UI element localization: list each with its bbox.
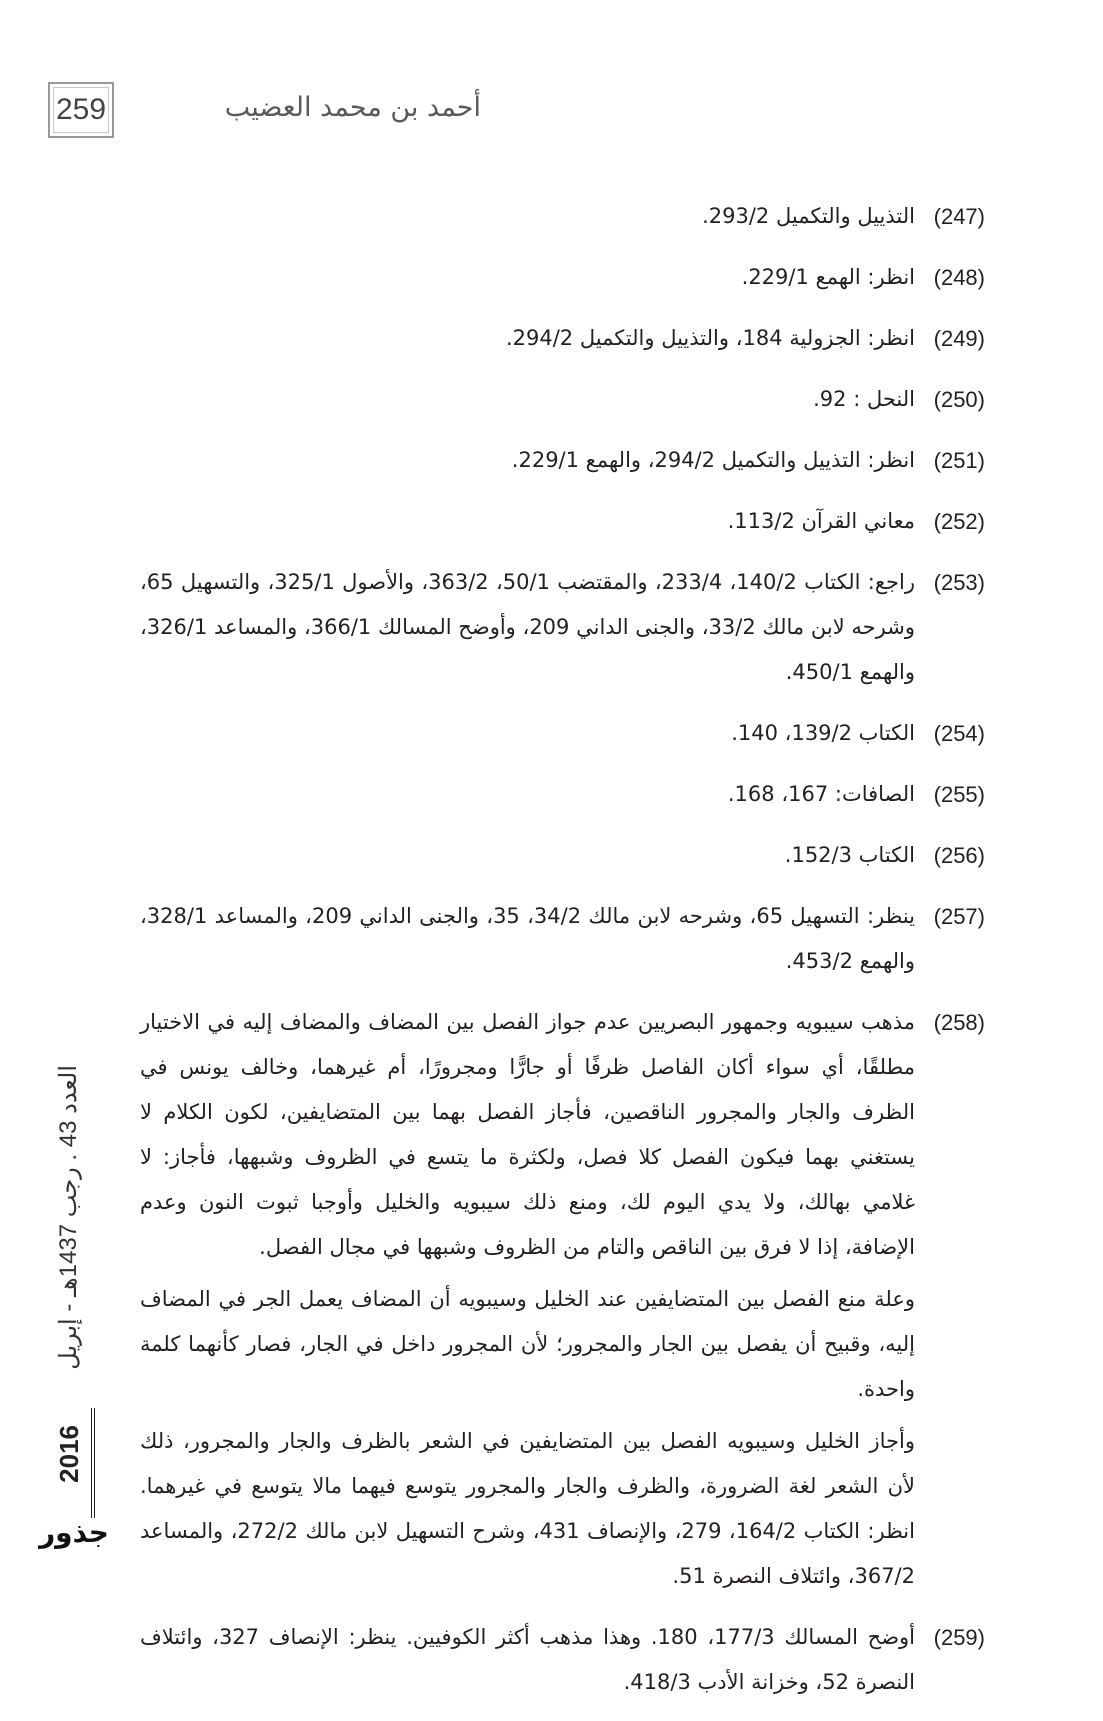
footnote [140, 255, 985, 307]
footnote-paragraph: انظر: الجزولية 184، والتذييل والتكميل 294/2. [505, 326, 915, 350]
footnote [140, 711, 985, 763]
footnote-body [140, 316, 915, 368]
footnote-number: (256) [933, 843, 985, 868]
footnote-number: (253) [933, 570, 985, 595]
footnote-paragraph: معاني القرآن 113/2. [727, 509, 915, 533]
footnote-paragraph: الكتاب 152/3. [784, 843, 915, 867]
footnote-paragraph: وعلة منع الفصل بين المتضايفين عند الخليل وسيبويه أن المضاف يعمل الجر في المضاف إليه، وقبيح أن يفصل بين الجار والمجرور؛ لأن المجرور داخل في الجار، فصار كأنهما كلمة واحدة. [140, 1287, 915, 1401]
footnote-number: (254) [933, 721, 985, 746]
footnote-paragraph: الكتاب 139/2، 140. [731, 721, 915, 745]
issue-year-strip [46, 1404, 92, 1504]
footnote-number: (251) [933, 448, 985, 473]
footnote [140, 560, 985, 702]
issue-info-strip [46, 1032, 92, 1402]
footnote-paragraph: مذهب سيبويه وجمهور البصريين عدم جواز الفصل بين المضاف والمضاف إليه في الاختيار مطلقًا، أي سواء أكان الفاصل ظرفًا أو جارًّا ومجرورًا، أم غيرهما، وخالف يونس في الظرف والجار والمجرور الناقصين، فأجاز الفصل بهما بين المتضايفين، لكون الكلام لا يستغني بهما فيكون الفصل كلا فصل، ولكثرة ما يتسع في الظروف وشبهها، فأجاز: لا غلامي بهالك، ولا يدي اليوم لك، ومنع ذلك سيبويه والخليل وأوجبا ثبوت النون وعدم الإضافة، إذا لا فرق بين الناقص والتام من الظروف وشبهها في مجال الفصل. [140, 1010, 915, 1259]
footnote-number: (248) [933, 265, 985, 290]
footnote-number: (250) [933, 387, 985, 412]
issue-info: العدد 43 . رجب 1437هـ - إبريل [55, 1064, 82, 1370]
footnote-body [140, 499, 915, 551]
footnote-paragraph: راجع: الكتاب 140/2، 233/4، والمقتضب 50/1، 363/2، والأصول 325/1، والتسهيل 65، وشرحه لابن مالك 33/2، والجنى الداني 209، وأوضح المسالك 366/1، والمساعد 326/1، والهمع 450/1. [140, 570, 915, 684]
footnote-body [140, 833, 915, 885]
footnote-body [140, 255, 915, 307]
page-number: 259 [48, 82, 114, 138]
footnote [140, 1000, 985, 1606]
footnote-number: (259) [933, 1625, 985, 1650]
footnotes-list [140, 194, 985, 1721]
footnote-number: (249) [933, 326, 985, 351]
footnote [140, 894, 985, 991]
footnote [140, 499, 985, 551]
footnote-body [140, 1615, 915, 1712]
sidebar-divider [91, 1408, 95, 1518]
footnote [140, 1615, 985, 1712]
footnote-paragraph: النحل : 92. [813, 387, 915, 411]
footnote-paragraph: وأجاز الخليل وسيبويه الفصل بين المتضايفين في الشعر بالظرف والجار والمجرور، ذلك لأن الشعر لغة الضرورة، والظرف والجار والمجرور يتوسع فيهما مالا يتوسع في غيرهما. انظر: الكتاب 164/2، 279، والإنصاف 431، وشرح التسهيل لابن مالك 272/2، والمساعد 367/2، وائتلاف النصرة 51. [140, 1429, 915, 1588]
footnote-paragraph: انظر: التذييل والتكميل 294/2، والهمع 229/1. [511, 448, 915, 472]
footnote-number: (255) [933, 782, 985, 807]
footnote [140, 833, 985, 885]
footnote-paragraph: التذييل والتكميل 293/2. [702, 204, 915, 228]
footnote-body [140, 894, 915, 991]
footnote [140, 772, 985, 824]
footnote-number: (258) [933, 1010, 985, 1035]
footnote-paragraph: الصافات: 167، 168. [727, 782, 915, 806]
footnote-number: (252) [933, 509, 985, 534]
footnote [140, 194, 985, 246]
footnote-body [140, 711, 915, 763]
issue-year: 2016 [53, 1425, 84, 1483]
footnote [140, 377, 985, 429]
footnote-paragraph: انظر: الهمع 229/1. [741, 265, 915, 289]
footnote-body [140, 194, 915, 246]
footnote [140, 438, 985, 490]
footnote-body [140, 438, 915, 490]
journal-logo: جذور [39, 1515, 109, 1549]
footnote-body [140, 772, 915, 824]
footnote-number: (247) [933, 204, 985, 229]
footnote-body [140, 377, 915, 429]
footnote [140, 316, 985, 368]
footnote-body [140, 560, 915, 702]
footnote-paragraph: أوضح المسالك 177/3، 180. وهذا مذهب أكثر الكوفيين. ينظر: الإنصاف 327، وائتلاف النصرة 52، وخزانة الأدب 418/3. [140, 1625, 915, 1694]
footnote-body [140, 1000, 915, 1606]
footnote-paragraph: ينظر: التسهيل 65، وشرحه لابن مالك 34/2، 35، والجنى الداني 209، والمساعد 328/1، والهمع 453/2. [140, 904, 916, 973]
running-head-author: أحمد بن محمد العضيب [224, 92, 481, 123]
footnote-number: (257) [933, 904, 985, 929]
